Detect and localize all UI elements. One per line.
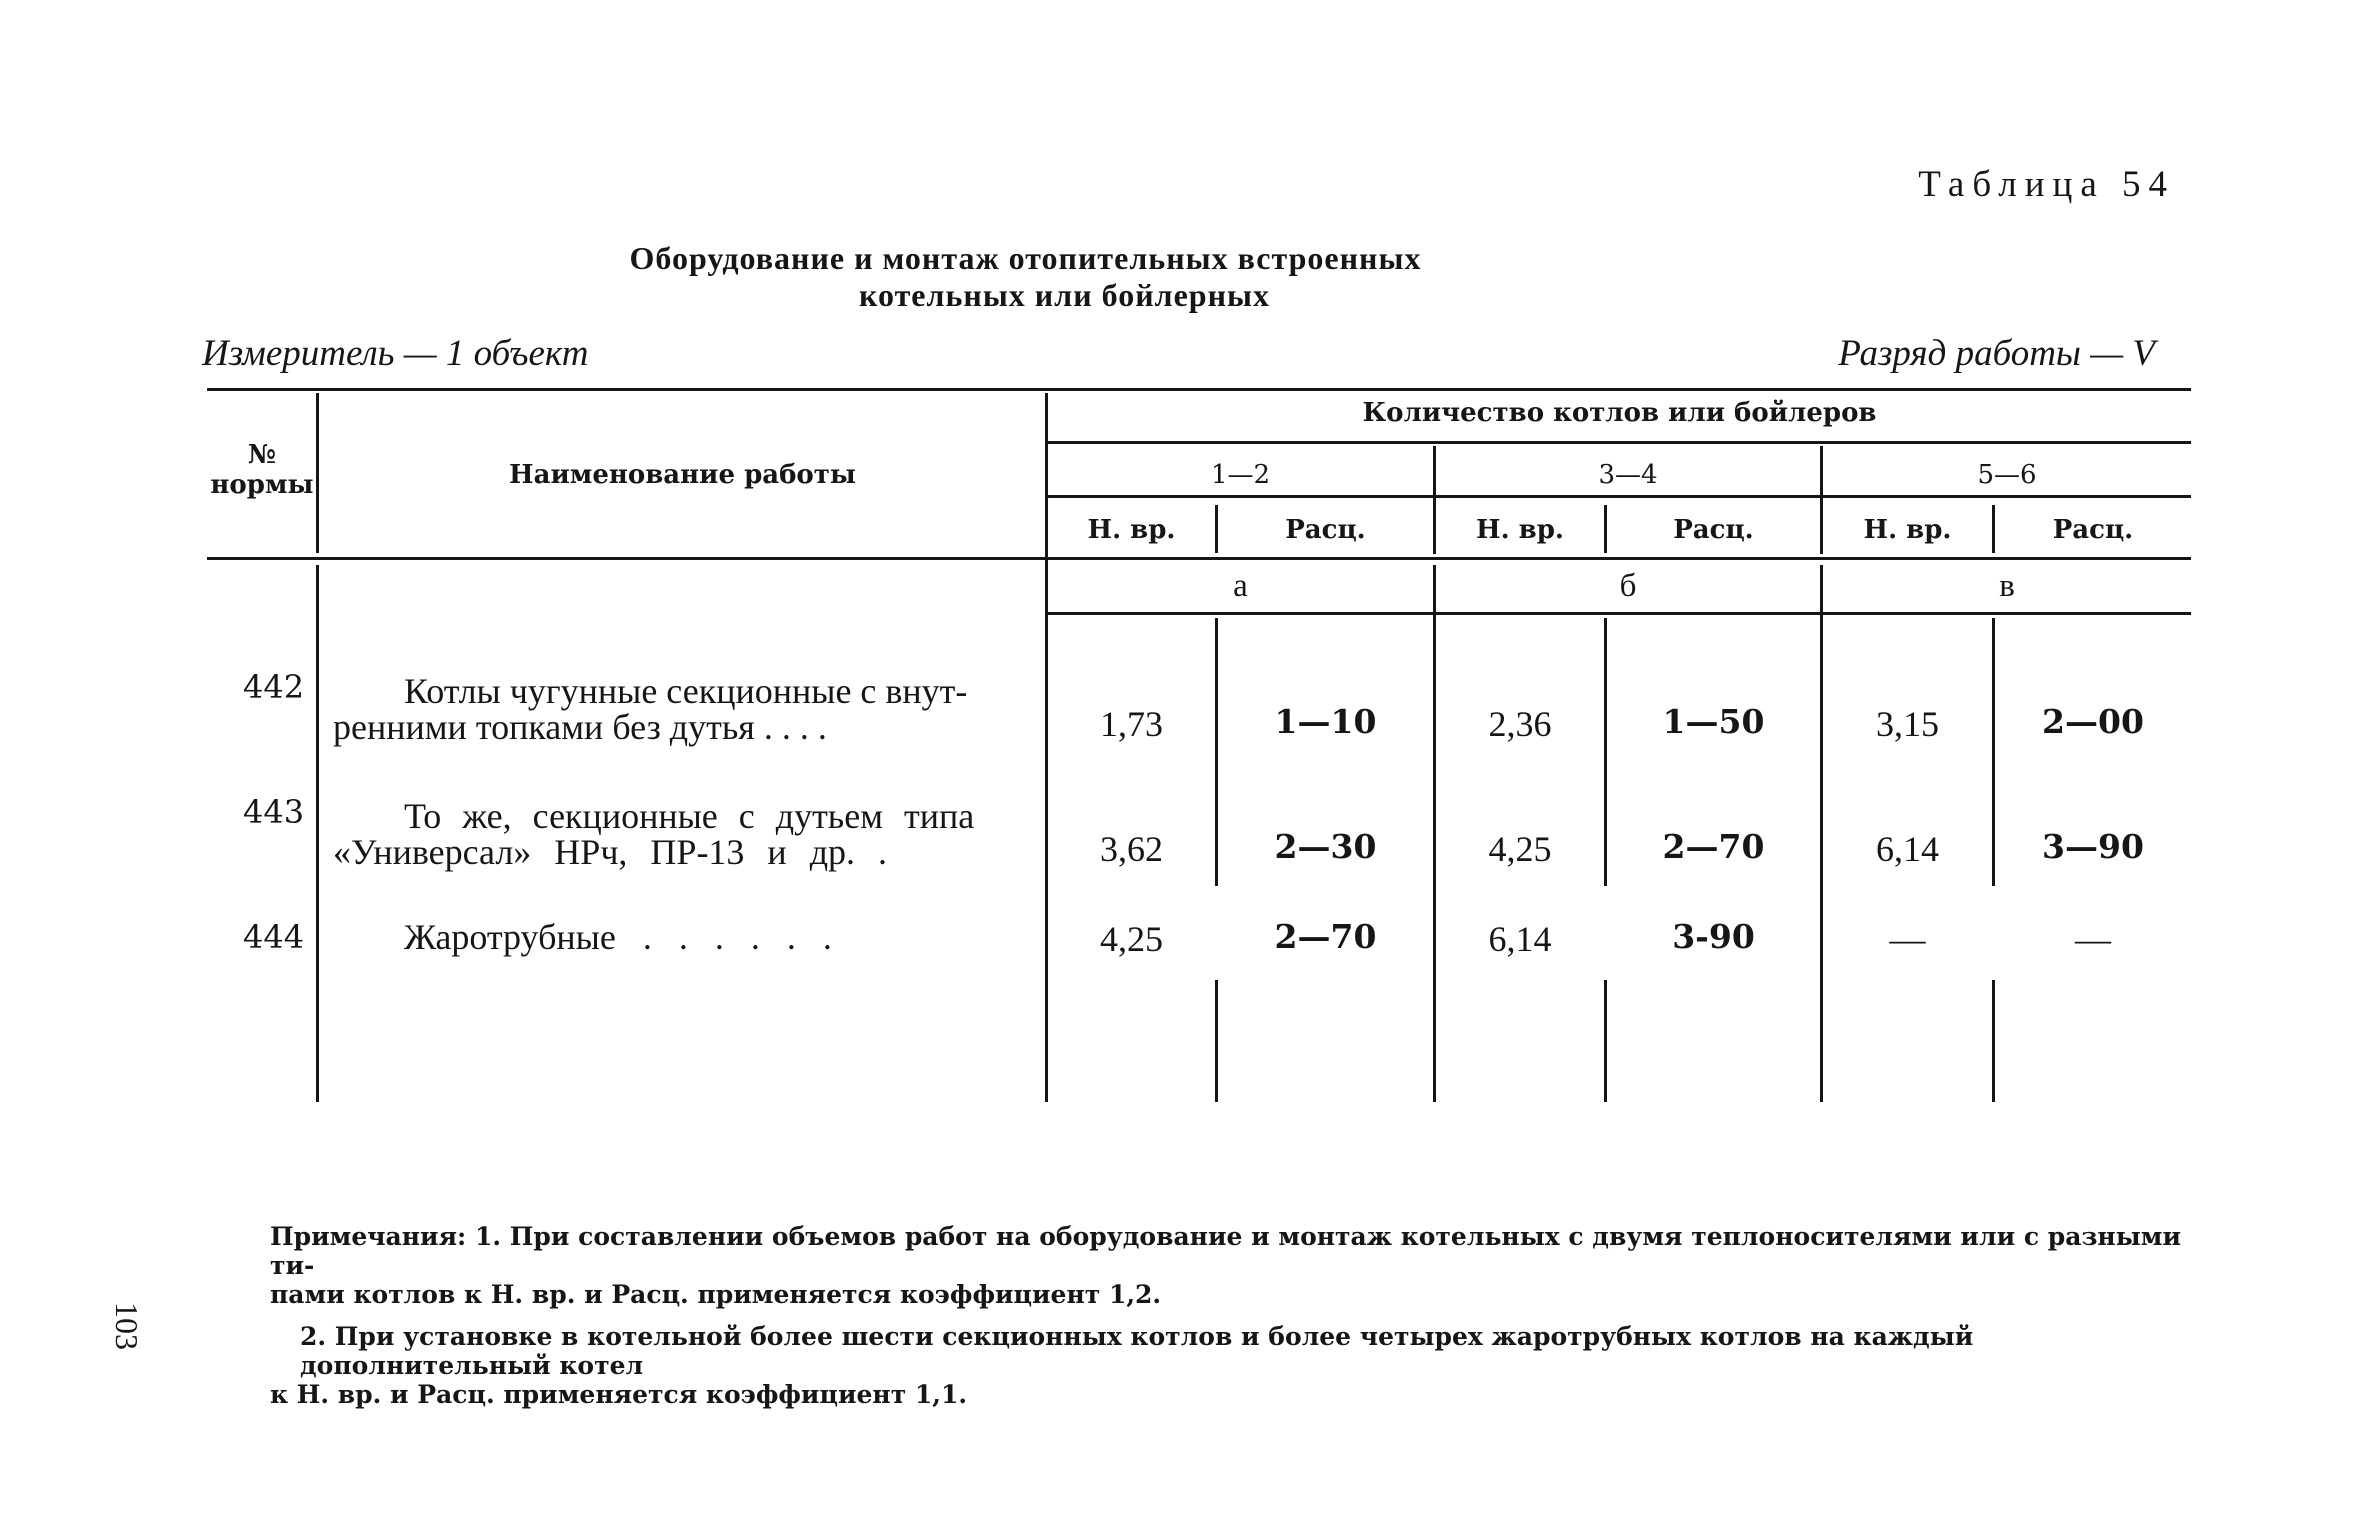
- vrule-sub2c: [1604, 980, 1607, 1102]
- table-row-442-no: 442: [243, 668, 305, 706]
- table-row-442-rasc-v: 2—00: [2042, 702, 2144, 741]
- table-row-444-rasc-a: 2—70: [1274, 917, 1377, 956]
- vrule-1b: [316, 565, 319, 1102]
- header-nvr-1: Н. вр.: [1087, 515, 1176, 545]
- table-row-444-name-1: Жаротрубные . . . . . .: [404, 917, 832, 957]
- vrule-2: [1045, 393, 1048, 1102]
- table-row-442-rasc-a: 1—10: [1274, 702, 1377, 741]
- column-letter-v: в: [1999, 568, 2015, 604]
- header-group-3: 5—6: [1977, 460, 2037, 490]
- title-line-2: котельных или бойлерных: [858, 277, 1271, 313]
- header-rasc-3: Расц.: [2052, 515, 2134, 545]
- page-number: 103: [109, 1302, 145, 1350]
- table-row-444-nvr-v: —: [1889, 919, 1926, 959]
- vrule-sub3c: [1992, 980, 1995, 1102]
- table-number: Таблица 54: [1918, 164, 2175, 205]
- meter-label: Измеритель — 1 объект: [202, 333, 589, 374]
- header-rasc-2: Расц.: [1673, 515, 1754, 545]
- table-row-443-name-1: То же, секционные с дутьем типа: [404, 796, 975, 836]
- table-row-442-name-1: Котлы чугунные секционные с внут-: [404, 671, 968, 711]
- note-1-line-1: Примечания: 1. При составлении объемов работ на оборудование и монтаж котельных с двумя теплоносителями или с разными ти-: [270, 1222, 2182, 1280]
- title-line-1: Оборудование и монтаж отопительных встроенных: [629, 240, 1422, 276]
- note-1-line-2: пами котлов к Н. вр. и Расц. применяется коэффициент 1,2.: [270, 1280, 1162, 1309]
- column-letter-a: а: [1233, 568, 1248, 604]
- table-row-443-name-2: «Универсал» НРч, ПР-13 и др. .: [333, 832, 888, 872]
- header-work-name: Наименование работы: [509, 460, 856, 490]
- table-row-443-nvr-a: 3,62: [1100, 829, 1163, 869]
- column-letter-b: б: [1619, 568, 1637, 604]
- header-group-2: 3—4: [1598, 460, 1658, 490]
- table-row-444-rasc-v: —: [2075, 919, 2111, 959]
- table-row-444-no: 444: [243, 918, 305, 956]
- table-row-443-rasc-b: 2—70: [1662, 827, 1765, 866]
- header-nvr-2: Н. вр.: [1476, 515, 1564, 545]
- note-2-line-1: 2. При установке в котельной более шести секционных котлов и более четырех жаротрубных котлов на каждый дополнительный котел: [300, 1322, 1974, 1380]
- rule-under-letters: [1048, 612, 2191, 615]
- table-row-442-name-2: ренними топками без дутья . . . .: [333, 707, 827, 747]
- grade-label: Разряд работы — V: [1838, 333, 2155, 374]
- header-quantity: Количество котлов или бойлеров: [1362, 398, 1877, 428]
- table-row-442-nvr-a: 1,73: [1100, 704, 1163, 744]
- notes: [270, 1222, 2200, 1409]
- table-row-443-rasc-v: 3—90: [2042, 827, 2144, 866]
- header-nvr-3: Н. вр.: [1863, 515, 1952, 545]
- table-row-442-nvr-b: 2,36: [1488, 704, 1552, 744]
- table-row-443-rasc-a: 2—30: [1274, 827, 1377, 866]
- rule-top: [207, 388, 2191, 391]
- note-2-line-2: к Н. вр. и Расц. применяется коэффициент 1,1.: [270, 1380, 968, 1409]
- rule-under-groups: [1048, 495, 2191, 498]
- rule-under-quantity: [1048, 441, 2191, 444]
- rule-header-bottom: [207, 557, 2191, 560]
- table-row-443-nvr-b: 4,25: [1488, 829, 1552, 869]
- table-row-444-nvr-b: 6,14: [1488, 919, 1552, 959]
- table-row-442-rasc-b: 1—50: [1662, 702, 1765, 741]
- table-row-443-nvr-v: 6,14: [1876, 829, 1939, 869]
- header-rasc-1: Расц.: [1285, 515, 1366, 545]
- table-row-444-rasc-b: 3-90: [1672, 917, 1755, 956]
- header-group-1: 1—2: [1210, 460, 1271, 490]
- table-row-443-no: 443: [243, 793, 305, 831]
- header-norm-no: № нормы: [210, 440, 314, 500]
- table-row-444-nvr-a: 4,25: [1100, 919, 1163, 959]
- vrule-sub1c: [1215, 980, 1218, 1102]
- table-row-442-nvr-v: 3,15: [1876, 704, 1939, 744]
